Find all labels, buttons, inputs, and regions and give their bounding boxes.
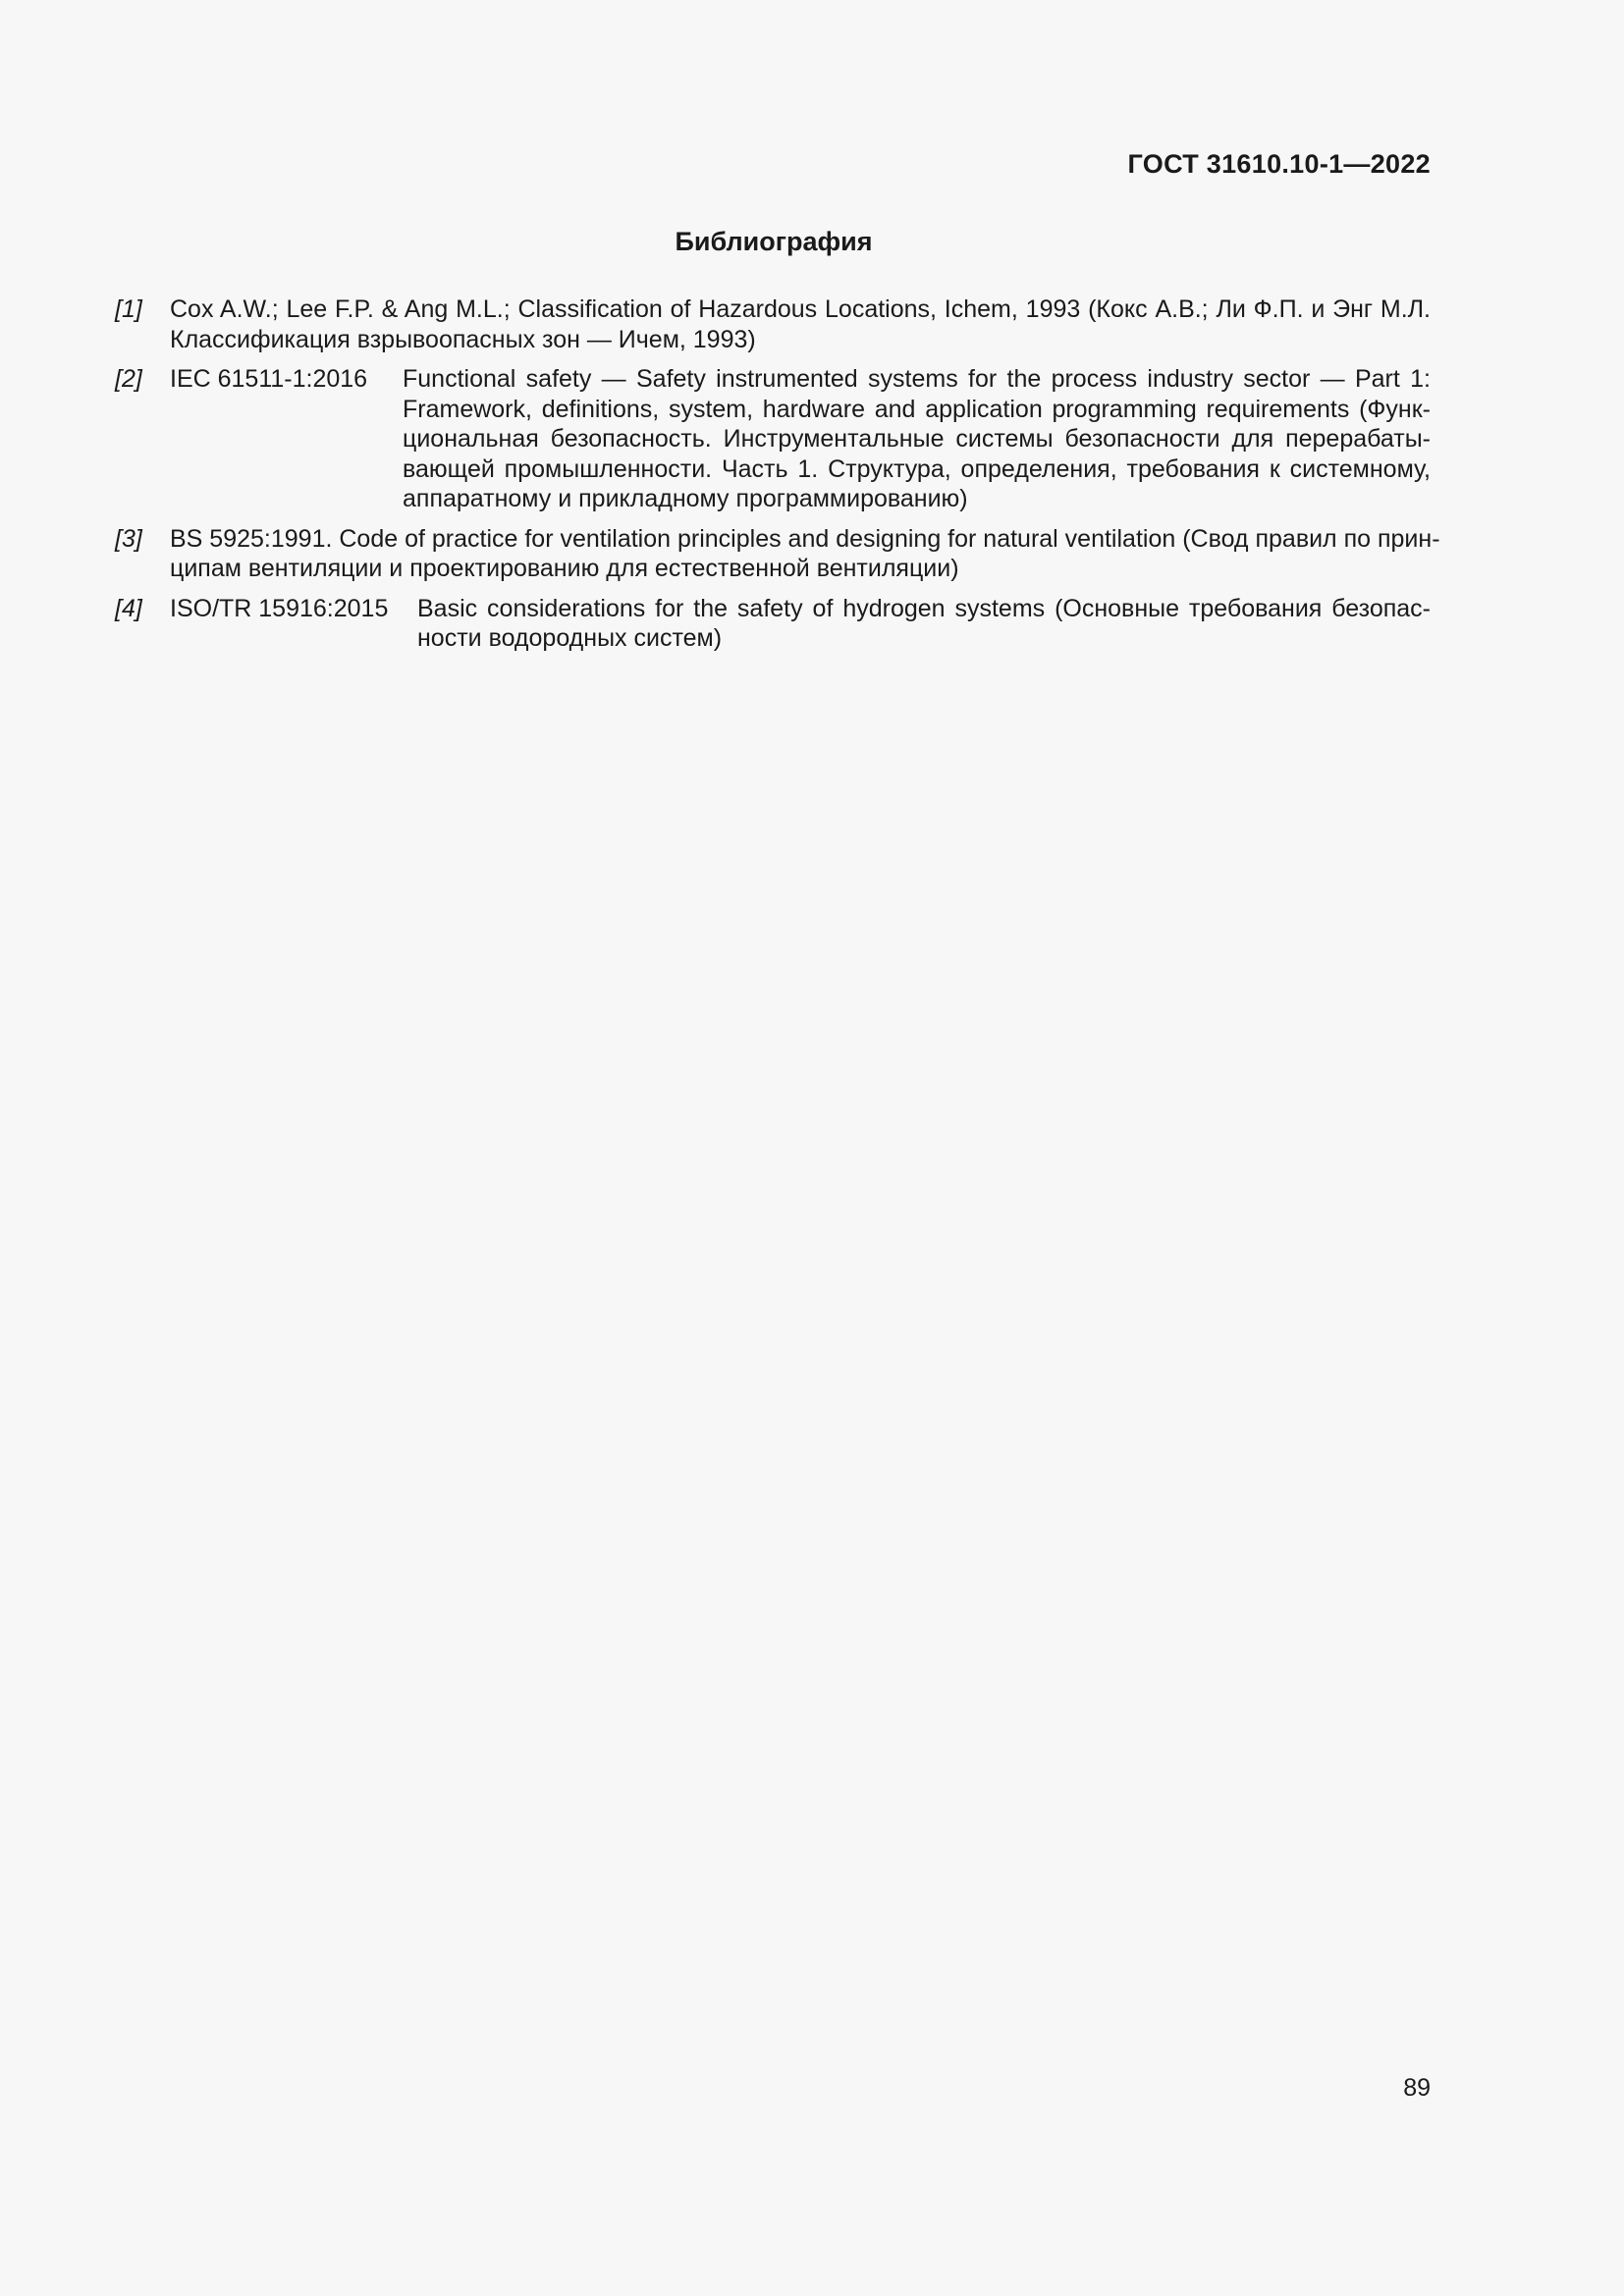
- entry-number: [4]: [115, 594, 142, 622]
- entry-text-line: Functional safety — Safety instrumented systems for the process industry sector — Part 1:: [403, 365, 1431, 393]
- section-title: Библиография: [675, 227, 873, 256]
- entry-text-line: аппаратному и прикладному программированию): [403, 485, 968, 512]
- entry-text-line: Классификация взрывоопасных зон — Ичем, 1993): [170, 325, 756, 353]
- bibliography-entry: [115, 524, 1440, 584]
- entry-text: [403, 364, 1431, 514]
- entry-text: [417, 594, 1431, 654]
- standard-designation: ГОСТ 31610.10-1—2022: [1127, 149, 1431, 179]
- entry-text-line: Framework, definitions, system, hardware and application programming requirements (Функ-: [403, 395, 1431, 423]
- entry-text-line: циональная безопасность. Инструментальные системы безопасности для перерабаты-: [403, 425, 1431, 453]
- entry-number: [2]: [115, 365, 142, 393]
- bibliography-list: [115, 294, 1440, 664]
- entry-text-line: ципам вентиляции и проектированию для естественной вентиляции): [170, 555, 959, 582]
- bibliography-entry: [115, 594, 1431, 654]
- entry-text-line: Basic considerations for the safety of hydrogen systems (Основные требования безопас-: [417, 594, 1431, 622]
- entry-text: [170, 294, 1431, 354]
- entry-text-line: Cox A.W.; Lee F.P. & Ang M.L.; Classification of Hazardous Locations, Ichem, 1993 (Кокс А.В.; Ли Ф.П. и Энг М.Л.: [170, 295, 1431, 323]
- bibliography-entry: [115, 364, 1431, 514]
- entry-text: [170, 524, 1440, 584]
- page-number: 89: [1403, 2074, 1431, 2102]
- entry-standard-code: ISO/TR 15916:2015: [170, 594, 389, 622]
- entry-text-line: BS 5925:1991. Code of practice for ventilation principles and designing for natural ventilation (Свод правил по прин-: [170, 524, 1440, 553]
- bibliography-entry: [115, 294, 1431, 354]
- entry-number: [3]: [115, 524, 142, 553]
- entry-text-line: вающей промышленности. Часть 1. Структура, определения, требования к системному,: [403, 454, 1431, 483]
- entry-standard-code: IEC 61511-1:2016: [170, 365, 368, 393]
- entry-text-line: ности водородных систем): [417, 624, 723, 652]
- entry-number: [1]: [115, 295, 142, 323]
